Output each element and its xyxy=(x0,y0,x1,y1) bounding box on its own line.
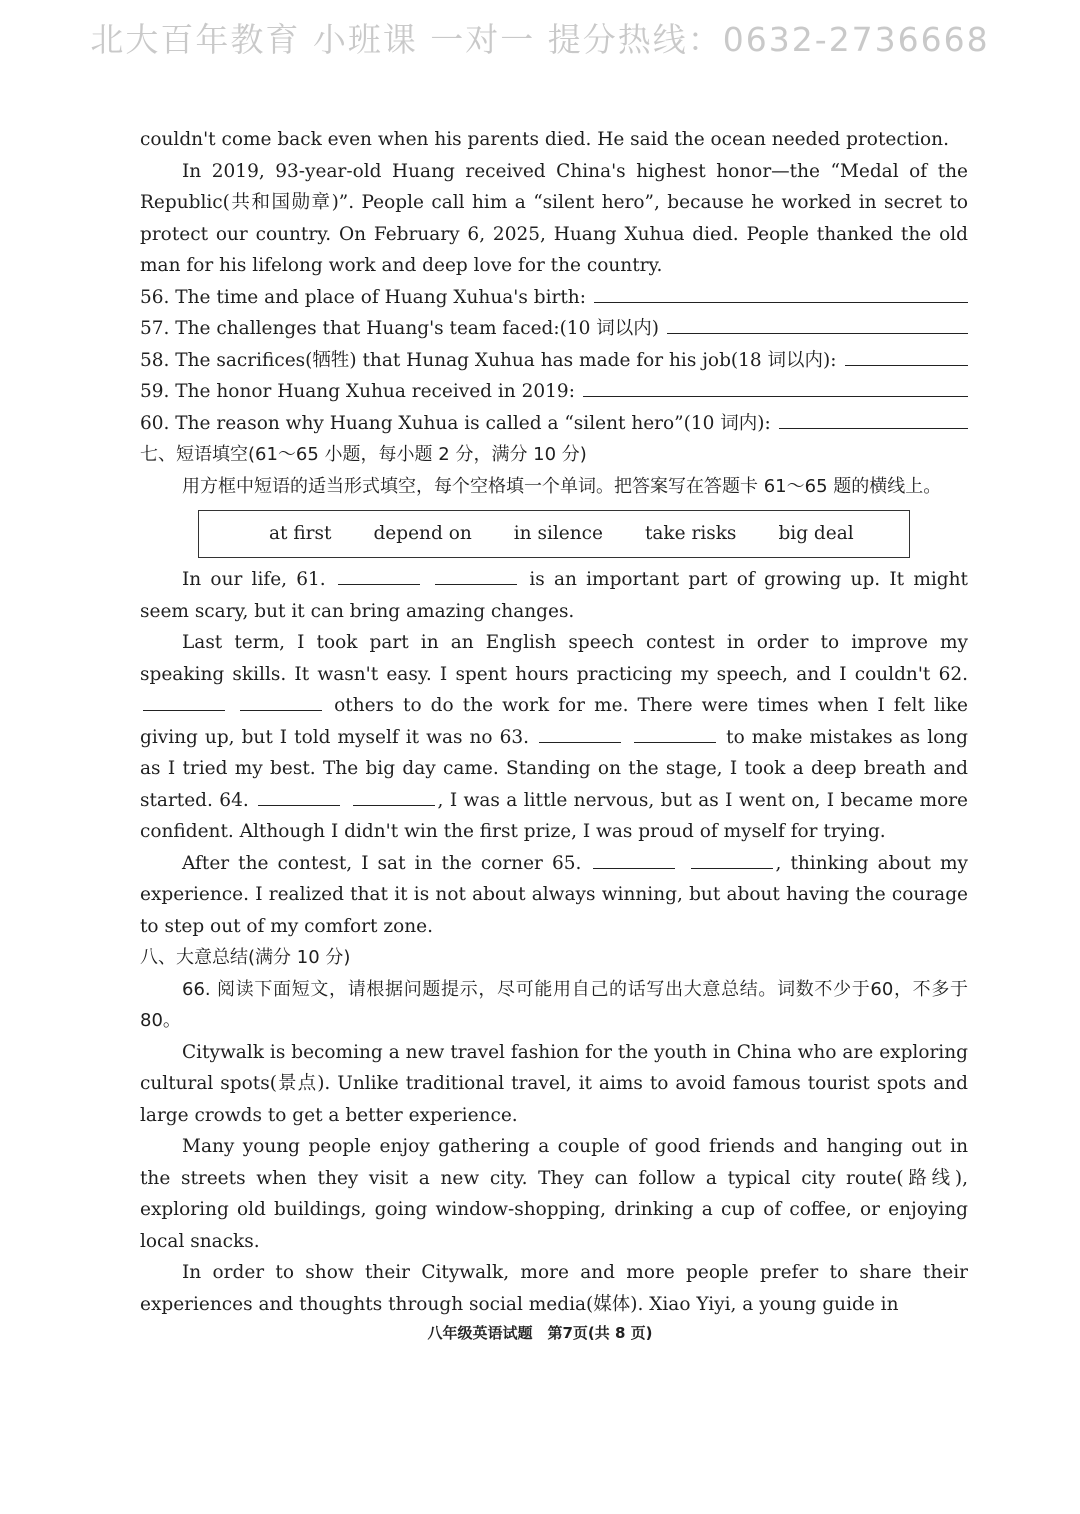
watermark: 北大百年教育 小班课 一对一 提分热线：0632-2736668 xyxy=(90,20,990,59)
blank-62a[interactable] xyxy=(143,692,225,711)
blank-62b[interactable] xyxy=(240,692,322,711)
question-56: 56. The time and place of Huang Xuhua's birth: xyxy=(140,282,968,314)
section-7-instruction: 用方框中短语的适当形式填空，每个空格填一个单词。把答案写在答题卡 61～65 题的横线上。 xyxy=(182,475,942,497)
blank-65a[interactable] xyxy=(593,850,675,869)
blank-61a[interactable] xyxy=(338,566,420,585)
blank-65b[interactable] xyxy=(691,850,773,869)
phrase: in silence xyxy=(513,523,603,545)
blank-64b[interactable] xyxy=(353,787,435,806)
summary-paragraph-2: Many young people enjoy gathering a couple of good friends and hanging out in the streets when they visit a new city. They can follow a typical city route(路线), exploring old buildings, going window-shopping, drinking a cup of coffee, or enjoying local snacks. xyxy=(140,1136,968,1252)
blank-63a[interactable] xyxy=(539,724,621,743)
answer-line[interactable] xyxy=(594,282,968,303)
page-footer: 八年级英语试题 第7页(共 8 页) xyxy=(427,1324,653,1342)
section-7-title: 七、短语填空(61～65 小题，每小题 2 分，满分 10 分) xyxy=(140,444,587,465)
answer-line[interactable] xyxy=(583,376,968,397)
phrase: depend on xyxy=(373,523,472,545)
summary-paragraph-1: Citywalk is becoming a new travel fashion for the youth in China who are exploring cultural spots(景点). Unlike traditional travel, it aims to avoid famous tourist spots and large crowds to get a better experience. xyxy=(140,1041,968,1126)
cloze-paragraph-3: After the contest, I sat in the corner 65. , thinking about my experience. I realized that it is not about always winning, but about having the courage to step out of my comfort zone. xyxy=(140,848,968,943)
answer-line[interactable] xyxy=(667,313,968,334)
section-8-instruction: 66. 阅读下面短文，请根据问题提示，尽可能用自己的话写出大意总结。词数不少于60，不多于 80。 xyxy=(140,978,968,1031)
phrase: take risks xyxy=(644,523,737,545)
answer-line[interactable] xyxy=(845,345,968,366)
summary-paragraph-3: In order to show their Citywalk, more and more people prefer to share their experiences and thoughts through social media(媒体). Xiao Yiyi, a young guide in xyxy=(140,1262,968,1315)
exam-page xyxy=(140,124,968,1320)
question-59: 59. The honor Huang Xuhua received in 2019: xyxy=(140,376,968,408)
answer-line[interactable] xyxy=(779,408,968,429)
phrase: big deal xyxy=(778,523,854,545)
question-60: 60. The reason why Huang Xuhua is called a “silent hero”(10 词内): xyxy=(140,408,968,440)
question-57: 57. The challenges that Huang's team faced:(10 词以内) xyxy=(140,313,968,345)
blank-61b[interactable] xyxy=(435,566,517,585)
blank-63b[interactable] xyxy=(634,724,716,743)
blank-64a[interactable] xyxy=(258,787,340,806)
phrase-box xyxy=(198,510,910,558)
phrase: at first xyxy=(269,523,332,545)
passage-paragraph: In 2019, 93-year-old Huang received China's highest honor—the “Medal of the Republic(共和国勋章)”. People call him a “silent hero”, because he worked in secret to protect our country. On February 6, 2025, Huang Xuhua died. People thanked the old man for his lifelong work and deep love for the country. xyxy=(140,160,968,276)
section-8-title: 八、大意总结(满分 10 分) xyxy=(140,947,351,968)
cloze-paragraph-2: Last term, I took part in an English speech contest in order to improve my speaking skills. It wasn't easy. I spent hours practicing my speech, and I couldn't 62. others to do the work for me. There were times when I felt like giving up, but I told myself it was no 63. to make mistakes as long as I tried my best. The big day came. Standing on the stage, I took a deep breath and started. 64. , I was a little nervous, but as I went on, I became more confident. Although I didn't win the first prize, I was proud of myself for trying. xyxy=(140,632,969,842)
question-58: 58. The sacrifices(牺牲) that Hunag Xuhua has made for his job(18 词以内): xyxy=(140,345,968,377)
passage-line: couldn't come back even when his parents died. He said the ocean needed protection. xyxy=(140,129,949,150)
cloze-paragraph-1: In our life, 61. is an important part of growing up. It might seem scary, but it can bring amazing changes. xyxy=(140,564,968,627)
